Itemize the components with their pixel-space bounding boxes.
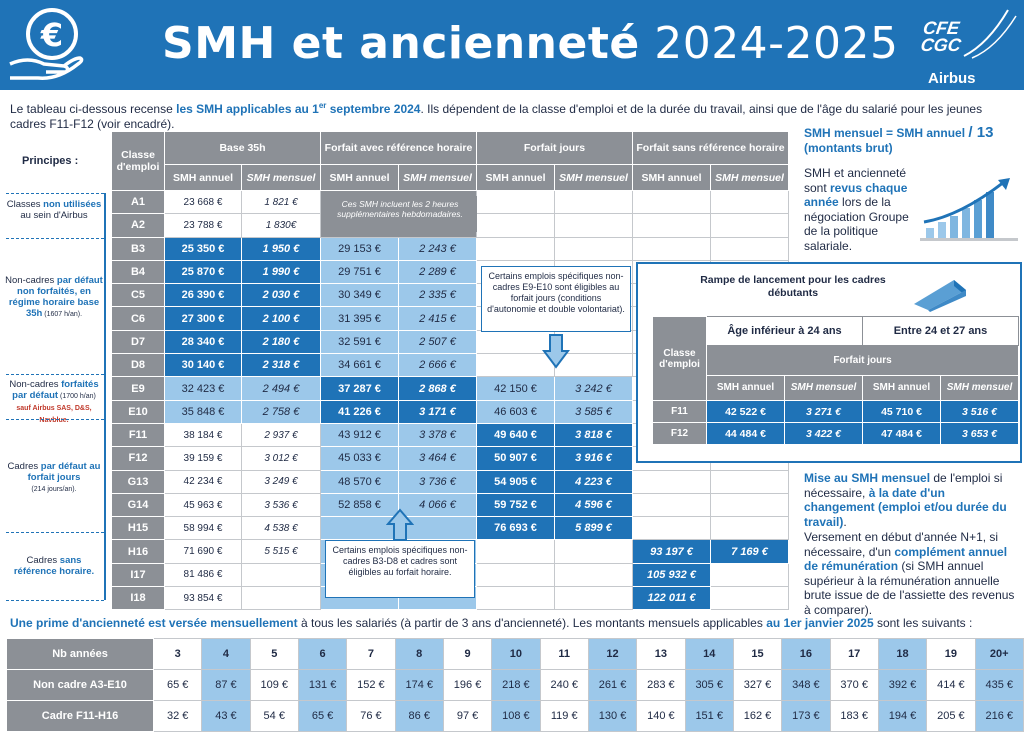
revision-text: SMH et ancienneté sont revus chaque année lors de la négociation Groupe de la politique salariale. — [804, 166, 909, 253]
cell-base-mensuel: 2 318 € — [242, 354, 321, 377]
cell-classe: C5 — [112, 284, 165, 307]
anciennete-year: 4 — [202, 639, 250, 670]
cell-forfait-j-mensuel — [555, 214, 633, 237]
header-classe: Classe d'emploi — [112, 132, 165, 191]
cell-base-mensuel: 4 538 € — [242, 517, 321, 540]
anciennete-value: 348 € — [782, 670, 830, 701]
anciennete-value: 65 € — [298, 701, 346, 732]
anciennete-value: 414 € — [927, 670, 975, 701]
cell-base-annuel: 25 870 € — [165, 260, 242, 283]
cell-forfait-h-annuel: 31 395 € — [321, 307, 399, 330]
anciennete-value: 131 € — [298, 670, 346, 701]
ramp-icon — [910, 274, 970, 312]
cell-base-annuel: 23 788 € — [165, 214, 242, 237]
anciennete-year: 16 — [782, 639, 830, 670]
cell-forfait-h-annuel: 48 570 € — [321, 470, 399, 493]
cell-forfait-j-mensuel — [555, 587, 633, 610]
company-label: Airbus — [928, 70, 976, 87]
cell-forfait-j-mensuel — [555, 540, 633, 563]
anciennete-row-label: Non cadre A3-E10 — [7, 670, 154, 701]
cell-classe: B4 — [112, 260, 165, 283]
cell-forfait-h-annuel: 37 287 € — [321, 377, 399, 400]
anciennete-value: 196 € — [443, 670, 491, 701]
principes-label: Principes : — [22, 155, 79, 167]
anciennete-value: 305 € — [685, 670, 733, 701]
cell-forfait-j-annuel — [477, 214, 555, 237]
cell-base-annuel: 28 340 € — [165, 330, 242, 353]
cell-forfait-h-mensuel: 2 415 € — [399, 307, 477, 330]
cell-forfait-h-annuel: 43 912 € — [321, 423, 399, 446]
header-smh-mensuel: SMH mensuel — [242, 165, 321, 191]
intro-text: Le tableau ci-dessous recense les SMH applicables au 1er septembre 2024. Ils dépendent de la classe d'emploi et de la durée du travail, ainsi que de l'âge du salarié pour les jeunes cadres F11-F12 (voir encadré). — [10, 101, 983, 131]
cell-forfait-j-mensuel: 3 585 € — [555, 400, 633, 423]
cell-classe: G13 — [112, 470, 165, 493]
anciennete-value: 283 € — [637, 670, 685, 701]
page-title: SMH et ancienneté 2024-2025 — [162, 18, 899, 69]
cell-base-mensuel: 2 937 € — [242, 423, 321, 446]
cell-classe: H15 — [112, 517, 165, 540]
side-label-cadres-sans-ref: Cadres sans référence horaire. — [13, 555, 95, 577]
cell-classe: C6 — [112, 307, 165, 330]
header-smh-annuel: SMH annuel — [477, 165, 555, 191]
cell-base-mensuel: 1 830€ — [242, 214, 321, 237]
note-heures-sup: Ces SMH incluent les 2 heures supplémentaires hebdomadaires. — [323, 196, 477, 232]
cell-base-mensuel: 3 012 € — [242, 447, 321, 470]
anciennete-value: 76 € — [347, 701, 395, 732]
rampe-row — [653, 401, 1019, 423]
cell-base-mensuel: 1 821 € — [242, 191, 321, 214]
anciennete-value: 183 € — [830, 701, 878, 732]
anciennete-year: 8 — [395, 639, 443, 670]
cell-base-mensuel: 2 758 € — [242, 400, 321, 423]
cell-forfait-h-mensuel: 3 171 € — [399, 400, 477, 423]
rampe-header-forfait-jours: Forfait jours — [707, 346, 1019, 375]
side-label-non-cadres-35h: Non-cadres par défaut non forfaités, en régime horaire base 35h (1607 h/an). — [5, 275, 103, 319]
cell-sans-ref-annuel — [633, 493, 711, 516]
anciennete-value: 140 € — [637, 701, 685, 732]
growth-chart-icon — [920, 176, 1018, 242]
rampe-cell-value: 47 484 € — [863, 423, 941, 445]
cell-classe: E9 — [112, 377, 165, 400]
cell-sans-ref-mensuel — [711, 587, 789, 610]
side-divider — [104, 193, 106, 600]
anciennete-year: 13 — [637, 639, 685, 670]
anciennete-value: 43 € — [202, 701, 250, 732]
cell-forfait-j-annuel: 42 150 € — [477, 377, 555, 400]
anciennete-year: 20+ — [975, 639, 1023, 670]
cell-sans-ref-annuel: 93 197 € — [633, 540, 711, 563]
rampe-title: Rampe de lancement pour les cadres débutants — [700, 274, 886, 299]
header-smh-mensuel: SMH mensuel — [399, 165, 477, 191]
anciennete-value: 162 € — [733, 701, 781, 732]
cell-sans-ref-annuel — [633, 470, 711, 493]
rampe-header-smh-annuel: SMH annuel — [863, 375, 941, 400]
rampe-cell-value: 45 710 € — [863, 401, 941, 423]
cell-forfait-j-annuel: 76 693 € — [477, 517, 555, 540]
table-row — [112, 493, 789, 516]
anciennete-year: 5 — [250, 639, 298, 670]
rampe-header-smh-mensuel: SMH mensuel — [785, 375, 863, 400]
cell-sans-ref-annuel — [633, 517, 711, 540]
anciennete-value: 65 € — [154, 670, 202, 701]
anciennete-value: 205 € — [927, 701, 975, 732]
cell-sans-ref-mensuel — [711, 214, 789, 237]
rampe-cell-value: 3 271 € — [785, 401, 863, 423]
anciennete-value: 240 € — [540, 670, 588, 701]
header-banner — [0, 0, 1024, 90]
cell-base-mensuel: 2 100 € — [242, 307, 321, 330]
anciennete-year: 12 — [588, 639, 636, 670]
rampe-cell-value: 44 484 € — [707, 423, 785, 445]
side-separator — [6, 193, 104, 194]
header-forfait-horaire: Forfait avec référence horaire — [321, 132, 477, 165]
cell-classe: D8 — [112, 354, 165, 377]
cell-classe: G14 — [112, 493, 165, 516]
side-label-non-cadres-forfaites: Non-cadres forfaités par défaut (1700 h/an) sauf Airbus SAS, D&S, Navblue. — [9, 379, 99, 424]
anciennete-year: 9 — [443, 639, 491, 670]
cell-sans-ref-annuel — [633, 214, 711, 237]
cell-forfait-h-annuel: 29 153 € — [321, 237, 399, 260]
cell-base-mensuel: 1 950 € — [242, 237, 321, 260]
anciennete-value: 261 € — [588, 670, 636, 701]
cell-base-annuel: 71 690 € — [165, 540, 242, 563]
cell-base-annuel: 93 854 € — [165, 587, 242, 610]
cell-classe: E10 — [112, 400, 165, 423]
anciennete-value: 86 € — [395, 701, 443, 732]
anciennete-year: 11 — [540, 639, 588, 670]
anciennete-value: 130 € — [588, 701, 636, 732]
cell-base-mensuel: 1 990 € — [242, 260, 321, 283]
side-separator — [6, 532, 104, 533]
prime-anciennete-text: Une prime d'ancienneté est versée mensuellement à tous les salariés (à partir de 3 ans d'ancienneté). Les montants mensuels applicables au 1er janvier 2025 sont les suivants : — [10, 616, 973, 630]
cell-base-annuel: 32 423 € — [165, 377, 242, 400]
cell-classe: B3 — [112, 237, 165, 260]
header-forfait-sans-ref: Forfait sans référence horaire — [633, 132, 789, 165]
cell-forfait-j-annuel — [477, 587, 555, 610]
cell-sans-ref-mensuel — [711, 493, 789, 516]
rampe-header-classe: Classe d'emploi — [653, 317, 707, 401]
cell-base-annuel: 27 300 € — [165, 307, 242, 330]
anciennete-value: 174 € — [395, 670, 443, 701]
cell-forfait-h-annuel: 45 033 € — [321, 447, 399, 470]
cell-classe: F12 — [112, 447, 165, 470]
cell-forfait-h-mensuel: 3 378 € — [399, 423, 477, 446]
cell-forfait-h-annuel: 29 751 € — [321, 260, 399, 283]
header-smh-mensuel: SMH mensuel — [555, 165, 633, 191]
cell-forfait-j-annuel: 46 603 € — [477, 400, 555, 423]
mise-au-smh-text: Mise au SMH mensuel de l'emploi si nécessaire, à la date d'un changement (emploi et/ou durée du travail). — [804, 471, 1007, 529]
cell-sans-ref-mensuel — [711, 563, 789, 586]
cell-forfait-j-mensuel: 4 223 € — [555, 470, 633, 493]
anciennete-header-row — [7, 639, 1024, 670]
cell-forfait-h-mensuel: 3 464 € — [399, 447, 477, 470]
cell-forfait-h-mensuel: 2 868 € — [399, 377, 477, 400]
cell-classe: F11 — [112, 423, 165, 446]
versement-text: Versement en début d'année N+1, si nécessaire, d'un complément annuel de rémunération (si SMH annuel supérieur à la rémunération annuelle brute issue de de l'assiette des revenus à comparer). — [804, 530, 1015, 617]
rampe-cell-value: 42 522 € — [707, 401, 785, 423]
anciennete-value: 370 € — [830, 670, 878, 701]
cell-forfait-h-annuel: 34 661 € — [321, 354, 399, 377]
anciennete-year: 10 — [492, 639, 540, 670]
cell-sans-ref-mensuel — [711, 237, 789, 260]
anciennete-table — [6, 638, 1024, 732]
side-label-cadres-forfait-jours: Cadres par défaut au forfait jours (214 jours/an). — [7, 461, 101, 493]
rampe-header-smh-annuel: SMH annuel — [707, 375, 785, 400]
cell-base-mensuel: 3 249 € — [242, 470, 321, 493]
side-separator — [6, 600, 104, 601]
anciennete-year: 7 — [347, 639, 395, 670]
arrow-up-icon — [386, 508, 414, 542]
cell-forfait-j-mensuel: 4 596 € — [555, 493, 633, 516]
side-separator — [6, 374, 104, 375]
cell-sans-ref-mensuel: 7 169 € — [711, 540, 789, 563]
cell-base-mensuel: 5 515 € — [242, 540, 321, 563]
anciennete-value: 152 € — [347, 670, 395, 701]
anciennete-value: 108 € — [492, 701, 540, 732]
anciennete-value: 87 € — [202, 670, 250, 701]
anciennete-header-label: Nb années — [7, 639, 154, 670]
cell-classe: I17 — [112, 563, 165, 586]
anciennete-row — [7, 701, 1024, 732]
anciennete-year: 15 — [733, 639, 781, 670]
cell-forfait-j-annuel: 59 752 € — [477, 493, 555, 516]
anciennete-year: 3 — [154, 639, 202, 670]
cell-base-mensuel: 2 180 € — [242, 330, 321, 353]
cell-forfait-h-annuel: 30 349 € — [321, 284, 399, 307]
side-label-classes-non-utilisees: Classes non utilisées au sein d'Airbus — [6, 199, 102, 221]
note-e9-e10: Certains emplois spécifiques non-cadres E9-E10 sont éligibles au forfait jours (conditions d'autonomie et double volontariat). — [481, 266, 631, 332]
cell-forfait-j-annuel — [477, 563, 555, 586]
svg-text:€: € — [40, 16, 64, 54]
cell-base-annuel: 58 994 € — [165, 517, 242, 540]
anciennete-value: 54 € — [250, 701, 298, 732]
header-base-35h: Base 35h — [165, 132, 321, 165]
cell-classe: I18 — [112, 587, 165, 610]
cell-base-annuel: 23 668 € — [165, 191, 242, 214]
anciennete-value: 173 € — [782, 701, 830, 732]
anciennete-year: 17 — [830, 639, 878, 670]
rampe-header-age-24: Âge inférieur à 24 ans — [707, 317, 863, 346]
cell-sans-ref-annuel: 122 011 € — [633, 587, 711, 610]
header-smh-annuel: SMH annuel — [633, 165, 711, 191]
cell-forfait-h-annuel: 52 858 € — [321, 493, 399, 516]
cell-forfait-j-annuel — [477, 540, 555, 563]
anciennete-value: 119 € — [540, 701, 588, 732]
rampe-cell-value: 3 516 € — [941, 401, 1019, 423]
anciennete-value: 327 € — [733, 670, 781, 701]
cell-forfait-h-mensuel: 2 666 € — [399, 354, 477, 377]
cell-sans-ref-mensuel — [711, 191, 789, 214]
arrow-down-icon — [542, 333, 570, 371]
cell-forfait-j-mensuel: 5 899 € — [555, 517, 633, 540]
cell-sans-ref-annuel — [633, 191, 711, 214]
anciennete-value: 109 € — [250, 670, 298, 701]
cell-classe: A2 — [112, 214, 165, 237]
anciennete-value: 218 € — [492, 670, 540, 701]
cell-forfait-h-mensuel: 2 507 € — [399, 330, 477, 353]
cell-forfait-h-mensuel: 2 335 € — [399, 284, 477, 307]
anciennete-value: 97 € — [443, 701, 491, 732]
cell-base-mensuel — [242, 587, 321, 610]
cell-forfait-h-mensuel: 4 066 € — [399, 493, 477, 516]
rampe-header-smh-mensuel: SMH mensuel — [941, 375, 1019, 400]
anciennete-year: 14 — [685, 639, 733, 670]
cell-sans-ref-mensuel — [711, 470, 789, 493]
cell-forfait-j-annuel: 50 907 € — [477, 447, 555, 470]
cell-forfait-h-annuel: 32 591 € — [321, 330, 399, 353]
euro-hand-icon — [8, 6, 88, 82]
cell-base-annuel: 26 390 € — [165, 284, 242, 307]
cell-base-annuel: 38 184 € — [165, 423, 242, 446]
anciennete-value: 216 € — [975, 701, 1023, 732]
cell-forfait-h-mensuel: 3 736 € — [399, 470, 477, 493]
cell-base-mensuel: 2 030 € — [242, 284, 321, 307]
anciennete-value: 392 € — [878, 670, 926, 701]
rampe-table — [652, 316, 1019, 445]
anciennete-value: 194 € — [878, 701, 926, 732]
rampe-cell-value: 3 653 € — [941, 423, 1019, 445]
cell-forfait-j-annuel — [477, 191, 555, 214]
cell-sans-ref-annuel — [633, 237, 711, 260]
cell-forfait-h-mensuel: 2 289 € — [399, 260, 477, 283]
formula-block: SMH mensuel = SMH annuel / 13 (montants brut) — [804, 124, 994, 155]
cell-base-annuel: 25 350 € — [165, 237, 242, 260]
cell-forfait-j-annuel: 54 905 € — [477, 470, 555, 493]
cell-base-mensuel: 2 494 € — [242, 377, 321, 400]
rampe-row — [653, 423, 1019, 445]
cell-base-annuel: 39 159 € — [165, 447, 242, 470]
anciennete-row — [7, 670, 1024, 701]
cell-classe: H16 — [112, 540, 165, 563]
cell-classe: A1 — [112, 191, 165, 214]
cell-forfait-j-mensuel — [555, 191, 633, 214]
anciennete-row-label: Cadre F11-H16 — [7, 701, 154, 732]
rampe-header-age-24-27: Entre 24 et 27 ans — [863, 317, 1019, 346]
cell-classe: D7 — [112, 330, 165, 353]
cell-forfait-j-annuel — [477, 237, 555, 260]
anciennete-year: 6 — [298, 639, 346, 670]
header-smh-annuel: SMH annuel — [321, 165, 399, 191]
rampe-cell-value: 3 422 € — [785, 423, 863, 445]
note-b3-d8: Certains emplois spécifiques non-cadres B3-D8 et cadres sont éligibles au forfait horaire. — [325, 540, 475, 598]
rampe-lancement-box — [636, 262, 1022, 463]
table-row — [112, 517, 789, 540]
header-smh-mensuel: SMH mensuel — [711, 165, 789, 191]
cell-base-annuel: 42 234 € — [165, 470, 242, 493]
anciennete-year: 18 — [878, 639, 926, 670]
header-smh-annuel: SMH annuel — [165, 165, 242, 191]
cell-sans-ref-mensuel — [711, 517, 789, 540]
header-forfait-jours: Forfait jours — [477, 132, 633, 165]
cell-base-mensuel — [242, 563, 321, 586]
cell-forfait-j-mensuel: 3 242 € — [555, 377, 633, 400]
cell-base-annuel: 81 486 € — [165, 563, 242, 586]
cell-forfait-j-mensuel — [555, 237, 633, 260]
cell-forfait-j-annuel: 49 640 € — [477, 423, 555, 446]
rampe-cell-classe: F11 — [653, 401, 707, 423]
cell-base-mensuel: 3 536 € — [242, 493, 321, 516]
cell-forfait-h-annuel: 41 226 € — [321, 400, 399, 423]
side-separator — [6, 238, 104, 239]
table-row — [112, 470, 789, 493]
cfe-cgc-logo: CFE CGC Airbus — [916, 4, 1022, 88]
anciennete-year: 19 — [927, 639, 975, 670]
cell-base-annuel: 35 848 € — [165, 400, 242, 423]
anciennete-value: 151 € — [685, 701, 733, 732]
cell-forfait-j-mensuel: 3 916 € — [555, 447, 633, 470]
anciennete-value: 32 € — [154, 701, 202, 732]
cell-sans-ref-annuel: 105 932 € — [633, 563, 711, 586]
cell-base-annuel: 30 140 € — [165, 354, 242, 377]
rampe-cell-classe: F12 — [653, 423, 707, 445]
cell-forfait-h-mensuel: 2 243 € — [399, 237, 477, 260]
anciennete-value: 435 € — [975, 670, 1023, 701]
cell-base-annuel: 45 963 € — [165, 493, 242, 516]
side-separator — [6, 419, 104, 420]
table-row — [112, 237, 789, 260]
cell-forfait-j-mensuel: 3 818 € — [555, 423, 633, 446]
cell-forfait-j-mensuel — [555, 563, 633, 586]
